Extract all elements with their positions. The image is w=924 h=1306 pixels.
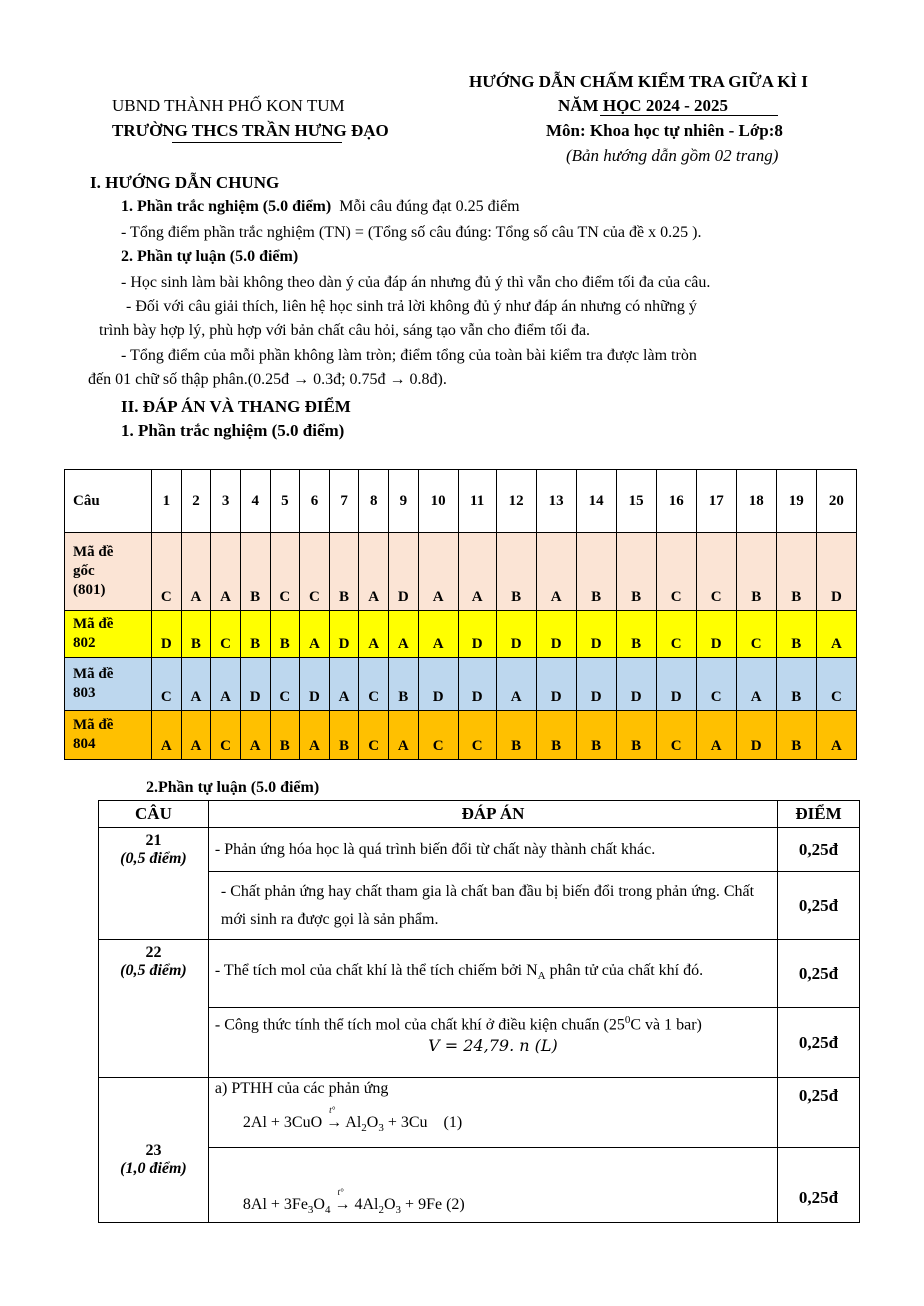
q22-answer-1: - Thể tích mol của chất khí là thể tích chiếm bởi $N_A$ phân tử của chất khí đó. [208,940,777,1008]
col-diem: ĐIỂM [778,801,860,828]
answer-cell: A [211,533,241,611]
answer-cell: B [616,533,656,611]
answer-cell: D [816,533,856,611]
q23-point-1: 0,25đ [778,1078,860,1148]
authority-name: UBND THÀNH PHỐ KON TUM [112,96,345,115]
q21-answer-2: - Chất phản ứng hay chất tham gia là chất ban đầu bị biến đổi trong phản ứng. Chất mới sinh ra được gọi là sản phẩm. [208,872,777,940]
answer-cell: B [270,611,300,658]
answer-cell: C [211,611,241,658]
exam-code-label: Mã đề 802 [65,611,152,658]
answer-cell: D [736,711,776,760]
answer-cell: A [389,711,419,760]
answer-cell: C [816,658,856,711]
q21-answer-1: - Phản ứng hóa học là quá trình biến đổi từ chất này thành chất khác. [208,828,777,872]
answer-cell: C [152,658,182,711]
answer-cell: A [536,533,576,611]
q22-answer-2: - Công thức tính thể tích mol của chất khí ở điều kiện chuẩn ($25^0C$ và 1 bar) V = 24,79. n (L) [208,1008,777,1078]
answer-cell: B [776,658,816,711]
essay-answer-table [98,800,860,1223]
answer-cell: D [300,658,330,711]
answer-cell: B [616,611,656,658]
answer-cell: D [616,658,656,711]
question-number: 6 [300,470,330,533]
q21-point-2: 0,25đ [778,872,860,940]
answer-cell: C [696,658,736,711]
question-number: 10 [418,470,458,533]
answer-cell: B [776,711,816,760]
question-number: 3 [211,470,241,533]
answer-cell: A [181,711,211,760]
question-number: 16 [656,470,696,533]
mcq-subtitle: 1. Phần trắc nghiệm (5.0 điểm) [121,421,345,440]
answer-cell: B [329,711,359,760]
answer-row [65,611,857,658]
answer-cell: C [359,711,389,760]
molar-volume-formula: V = 24,79. n (L) [428,1036,558,1056]
answer-row [65,711,857,760]
mcq-score-rule: - Tổng điểm phần trắc nghiệm (TN) = (Tổng số câu đúng: Tổng số câu TN của đề x 0.25 ). [121,224,702,241]
question-number: 14 [576,470,616,533]
question-number: 1 [152,470,182,533]
school-underline [172,142,342,143]
answer-cell: A [359,533,389,611]
answer-cell: C [418,711,458,760]
question-number: 15 [616,470,656,533]
answer-cell: D [458,611,496,658]
answer-cell: C [270,533,300,611]
q21-point-1: 0,25đ [778,828,860,872]
essay-rule-1: - Học sinh làm bài không theo dàn ý của đáp án nhưng đủ ý thì vẫn cho điểm tối đa của câu. [121,274,711,291]
q23-answer-b [208,1148,777,1223]
section1-title: I. HƯỚNG DẪN CHUNG [90,173,280,192]
answer-cell: C [736,611,776,658]
answer-cell: A [240,711,270,760]
answer-cell: C [656,533,696,611]
answer-cell: A [359,611,389,658]
answer-cell: C [152,533,182,611]
answer-row [65,658,857,711]
question-number: 19 [776,470,816,533]
mcq-answer-table [64,469,857,760]
answer-cell: A [736,658,776,711]
answer-cell: A [696,711,736,760]
answer-cell: D [418,658,458,711]
answer-cell: C [359,658,389,711]
answer-cell: B [496,711,536,760]
answer-cell: D [458,658,496,711]
answer-cell: A [211,658,241,711]
answer-cell: A [418,611,458,658]
answer-cell: D [536,611,576,658]
essay-rule-title: 2. Phần tự luận (5.0 điểm) [121,248,299,265]
question-number: 2 [181,470,211,533]
answer-cell: B [496,533,536,611]
rounding-rule-a: - Tổng điểm của mỗi phần không làm tròn; điểm tổng của toàn bài kiểm tra được làm tròn [121,347,697,364]
answer-cell: C [656,711,696,760]
answer-cell: C [696,533,736,611]
answer-cell: A [389,611,419,658]
question-number: 9 [389,470,419,533]
answer-cell: A [816,611,856,658]
answer-cell: D [656,658,696,711]
answer-cell: A [496,658,536,711]
question-number: 17 [696,470,736,533]
answer-cell: A [181,533,211,611]
answer-cell: A [181,658,211,711]
question-number: 5 [270,470,300,533]
question-number: 12 [496,470,536,533]
col-cau: CÂU [99,801,209,828]
answer-cell: C [656,611,696,658]
doc-title: HƯỚNG DẪN CHẤM KIỂM TRA GIỮA KÌ I [469,72,808,91]
question-22: 22 (0,5 điểm) [99,940,209,1078]
answer-cell: B [616,711,656,760]
year-underline [600,115,778,116]
answer-cell: B [536,711,576,760]
essay-rule-2b: trình bày hợp lý, phù hợp với bản chất câu hỏi, sáng tạo vẫn cho điểm tối đa. [99,322,591,339]
exam-code-label: Mã đề 804 [65,711,152,760]
school-year: NĂM HỌC 2024 - 2025 [558,96,728,115]
answer-cell: D [240,658,270,711]
exam-code-label: Mã đề gốc (801) [65,533,152,611]
q22-point-2: 0,25đ [778,1008,860,1078]
answer-cell: A [152,711,182,760]
answer-cell: B [389,658,419,711]
equation-1: 2Al + 3CuO t° → $Al_2O_3 + 3Cu$ (1) [242,1105,463,1135]
answer-cell: C [458,711,496,760]
answer-cell: D [152,611,182,658]
mcq-rule: 1. Phần trắc nghiệm (5.0 điểm) Mỗi câu đúng đạt 0.25 điểm [121,198,520,215]
answer-cell: D [536,658,576,711]
answer-cell: D [496,611,536,658]
answer-cell: A [300,611,330,658]
exam-code-label: Mã đề 803 [65,658,152,711]
col-dapan: ĐÁP ÁN [208,801,777,828]
question-number: 20 [816,470,856,533]
question-number: 13 [536,470,576,533]
school-name: TRƯỜNG THCS TRẦN HƯNG ĐẠO [112,121,389,140]
equation-2: $8Al + 3Fe_3O_4$ t° → $4Al_2O_3 + 9Fe$ (2) [242,1186,465,1216]
answer-cell: B [776,533,816,611]
rounding-rule-b: đến 01 chữ số thập phân.(0.25đ → 0.3đ; 0.75đ → 0.8đ). [88,371,447,388]
answer-cell: A [418,533,458,611]
answer-cell: D [329,611,359,658]
answer-cell: A [300,711,330,760]
question-23: 23 (1,0 điểm) [99,1078,209,1223]
answer-row [65,533,857,611]
answer-cell: D [696,611,736,658]
answer-cell: B [576,711,616,760]
q23-point-2: 0,25đ [778,1148,860,1223]
answer-cell: B [776,611,816,658]
answer-cell: A [329,658,359,711]
answer-cell: C [211,711,241,760]
q22-point-1: 0,25đ [778,940,860,1008]
answer-cell: B [240,533,270,611]
question-number: 4 [240,470,270,533]
page-note: (Bản hướng dẫn gồm 02 trang) [566,146,779,165]
answer-cell: A [816,711,856,760]
mcq-header-label: Câu [65,470,152,533]
answer-cell: B [181,611,211,658]
answer-cell: B [736,533,776,611]
answer-cell: B [329,533,359,611]
answer-cell: C [300,533,330,611]
answer-cell: D [576,611,616,658]
section2-title: II. ĐÁP ÁN VÀ THANG ĐIỂM [121,397,351,416]
answer-cell: D [389,533,419,611]
answer-cell: C [270,658,300,711]
essay-rule-2a: - Đối với câu giải thích, liên hệ học sinh trả lời không đủ ý như đáp án nhưng có những ý [126,298,697,315]
question-number: 7 [329,470,359,533]
answer-cell: B [270,711,300,760]
question-21: 21 (0,5 điểm) [99,828,209,940]
answer-cell: A [458,533,496,611]
answer-cell: D [576,658,616,711]
subject-line: Môn: Khoa học tự nhiên - Lớp:8 [546,121,783,140]
essay-subtitle: 2.Phần tự luận (5.0 điểm) [146,779,320,796]
question-number: 18 [736,470,776,533]
q23-answer-a: a) PTHH của các phản ứng 2Al + 3CuO t° → $Al_2O_3 + 3Cu$ (1) [208,1078,777,1148]
question-number: 8 [359,470,389,533]
question-number: 11 [458,470,496,533]
answer-cell: B [576,533,616,611]
answer-cell: B [240,611,270,658]
